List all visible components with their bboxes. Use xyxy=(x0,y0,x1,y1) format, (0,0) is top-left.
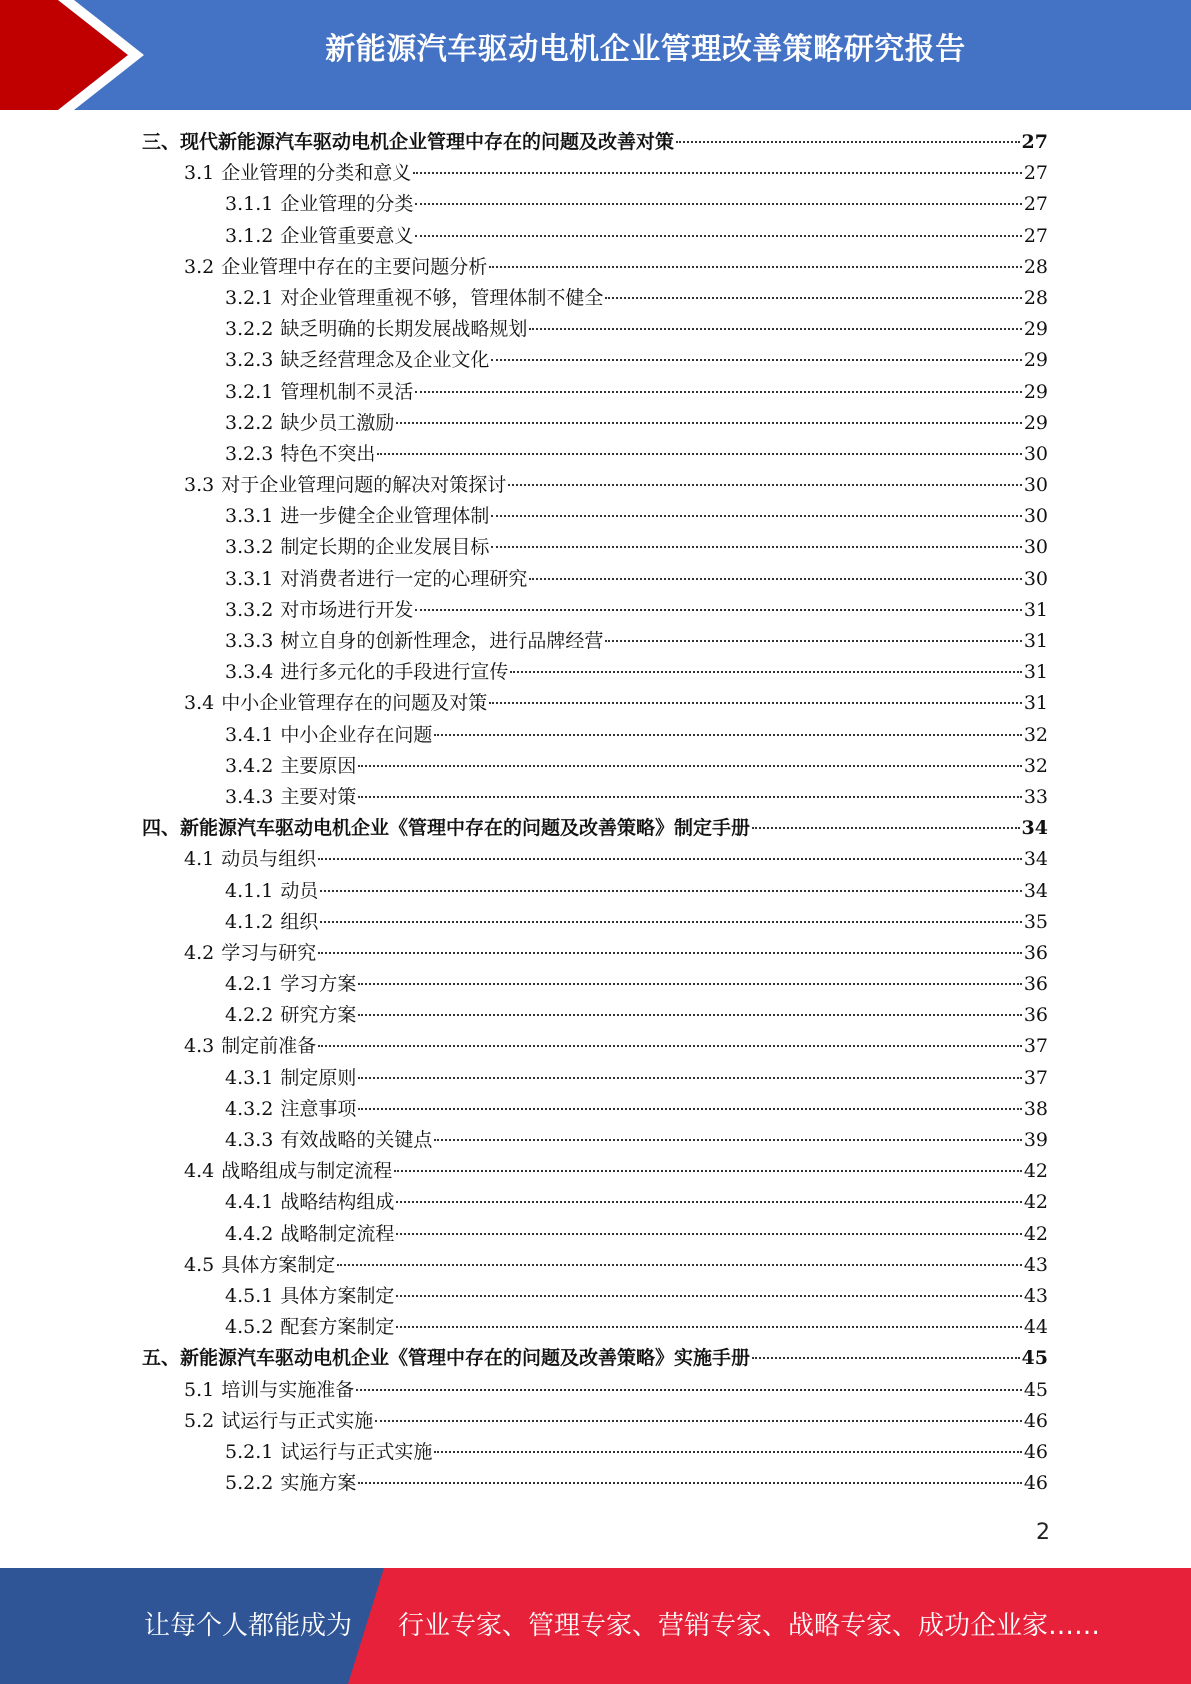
toc-entry-page: 44 xyxy=(1023,1316,1048,1339)
toc-entry[interactable] xyxy=(142,938,1048,969)
toc-entry-label xyxy=(184,1031,316,1062)
toc-entry-page: 35 xyxy=(1023,910,1048,933)
toc-dot-leader xyxy=(358,1108,1021,1110)
toc-dot-leader xyxy=(320,890,1021,892)
toc-entry-page: 34 xyxy=(1023,848,1048,871)
toc-entry-label xyxy=(225,720,432,751)
toc-entry-number: 3.3 xyxy=(184,474,215,497)
toc-entry-number: 4.5.2 xyxy=(225,1316,274,1339)
toc-entry-title: 企业管理的分类和意义 xyxy=(221,162,412,185)
toc-entry-page: 46 xyxy=(1023,1472,1048,1495)
toc-entry[interactable] xyxy=(142,1187,1048,1218)
toc-entry-number: 3.4.3 xyxy=(225,785,274,808)
toc-entry-label xyxy=(184,1406,373,1437)
toc-entry-label xyxy=(225,314,527,345)
toc-entry[interactable] xyxy=(142,1156,1048,1187)
toc-entry-title: 企业管理的分类 xyxy=(280,193,414,216)
toc-dot-leader xyxy=(489,266,1022,268)
toc-entry-page: 46 xyxy=(1023,1440,1048,1463)
toc-entry-page: 45 xyxy=(1023,1378,1048,1401)
toc-entry-label xyxy=(225,501,489,532)
toc-entry-title: 企业管理中存在的主要问题分析 xyxy=(221,255,488,278)
toc-entry-title: 战略结构组成 xyxy=(280,1191,395,1214)
toc-dot-leader xyxy=(529,578,1021,580)
toc-entry-page: 30 xyxy=(1023,442,1048,465)
toc-entry[interactable] xyxy=(142,1281,1048,1312)
toc-entry-number: 3.3.4 xyxy=(225,661,274,684)
toc-entry-page: 34 xyxy=(1021,817,1048,840)
toc-entry-title: 进行多元化的手段进行宣传 xyxy=(280,661,509,684)
toc-entry-label xyxy=(225,1125,432,1156)
toc-dot-leader xyxy=(358,983,1021,985)
toc-entry-page: 29 xyxy=(1023,349,1048,372)
toc-entry-number: 3.2.1 xyxy=(225,380,274,403)
toc-entry[interactable] xyxy=(142,127,1048,158)
toc-dot-leader xyxy=(415,609,1021,611)
toc-entry-number: 4.1 xyxy=(184,848,215,871)
toc-entry-title: 特色不突出 xyxy=(280,442,376,465)
toc-entry-number: 3.1.2 xyxy=(225,224,274,247)
toc-entry-page: 30 xyxy=(1023,474,1048,497)
toc-entry[interactable] xyxy=(142,813,1048,844)
toc-entry-title: 对于企业管理问题的解决对策探讨 xyxy=(221,474,507,497)
toc-dot-leader xyxy=(529,328,1021,330)
toc-entry-title: 学习方案 xyxy=(280,973,357,996)
toc-entry[interactable] xyxy=(142,1343,1048,1374)
toc-entry-label xyxy=(225,1094,356,1125)
toc-entry-title: 培训与实施准备 xyxy=(221,1378,355,1401)
toc-dot-leader xyxy=(358,765,1021,767)
toc-entry-page: 42 xyxy=(1023,1191,1048,1214)
toc-entry-number: 4.2.1 xyxy=(225,973,274,996)
toc-entry-title: 新能源汽车驱动电机企业《管理中存在的问题及改善策略》制定手册 xyxy=(180,817,751,840)
toc-dot-leader xyxy=(358,1482,1021,1484)
toc-dot-leader xyxy=(491,515,1021,517)
toc-entry-label xyxy=(225,564,527,595)
toc-entry[interactable] xyxy=(142,1063,1048,1094)
toc-entry-label xyxy=(225,876,318,907)
toc-entry-page: 28 xyxy=(1023,286,1048,309)
toc-dot-leader xyxy=(318,1045,1022,1047)
toc-dot-leader xyxy=(415,391,1021,393)
toc-entry-page: 31 xyxy=(1023,661,1048,684)
toc-entry-label xyxy=(225,595,413,626)
toc-entry-number: 4.3.2 xyxy=(225,1097,274,1120)
toc-entry-title: 组织 xyxy=(280,910,319,933)
toc-dot-leader xyxy=(396,422,1021,424)
toc-entry-number: 3.3.2 xyxy=(225,536,274,559)
toc-entry-title: 动员与组织 xyxy=(221,848,317,871)
toc-entry[interactable] xyxy=(142,907,1048,938)
toc-entry-label xyxy=(225,1063,356,1094)
footer-slogan-left: 让每个人都能成为 xyxy=(144,1611,353,1641)
toc-dot-leader xyxy=(396,1295,1021,1297)
toc-dot-leader xyxy=(320,921,1021,923)
toc-entry[interactable] xyxy=(142,1437,1048,1468)
toc-entry[interactable] xyxy=(142,1406,1048,1437)
toc-entry-title: 管理机制不灵活 xyxy=(280,380,414,403)
toc-entry-title: 中小企业存在问题 xyxy=(280,723,433,746)
toc-entry-page: 29 xyxy=(1023,318,1048,341)
toc-entry-page: 27 xyxy=(1021,131,1048,153)
footer-banner xyxy=(0,1568,1191,1684)
toc-entry-title: 制定前准备 xyxy=(221,1035,317,1058)
toc-entry-title: 有效战略的关键点 xyxy=(280,1129,433,1151)
header-arrow-icon xyxy=(0,0,160,110)
toc-entry-title: 配套方案制定 xyxy=(280,1316,395,1339)
toc-dot-leader xyxy=(396,1233,1021,1235)
toc-entry-page: 27 xyxy=(1023,162,1048,185)
toc-entry-label xyxy=(225,1312,394,1343)
toc-entry-title: 中小企业管理存在的问题及对策 xyxy=(221,692,488,715)
toc-dot-leader xyxy=(434,734,1021,736)
toc-entry-title: 对消费者进行一定的心理研究 xyxy=(280,567,528,590)
toc-entry[interactable] xyxy=(142,189,1048,220)
toc-entry-number: 5.2.2 xyxy=(225,1472,274,1495)
toc-entry-title: 制定长期的企业发展目标 xyxy=(280,536,490,559)
toc-entry-number: 4.1.2 xyxy=(225,910,274,933)
toc-dot-leader xyxy=(676,141,1020,143)
toc-entry-title: 企业管重要意义 xyxy=(280,224,414,247)
toc-entry-title: 具体方案制定 xyxy=(280,1284,395,1307)
toc-dot-leader xyxy=(318,952,1022,954)
toc-entry-title: 进一步健全企业管理体制 xyxy=(280,505,490,528)
toc-entry-number: 4.3.3 xyxy=(225,1129,274,1151)
toc-entry-number: 5.2.1 xyxy=(225,1440,274,1463)
toc-entry-number: 4.4.2 xyxy=(225,1222,274,1245)
toc-entry-label xyxy=(184,938,316,969)
toc-entry-number: 3.3.1 xyxy=(225,567,274,590)
toc-entry-page: 32 xyxy=(1023,754,1048,777)
toc-entry-number: 3.1 xyxy=(184,162,215,185)
toc-entry[interactable] xyxy=(142,688,1048,719)
toc-entry-title: 制定原则 xyxy=(280,1066,357,1089)
toc-entry[interactable] xyxy=(142,564,1048,595)
toc-entry-title: 试运行与正式实施 xyxy=(280,1440,433,1463)
toc-dot-leader xyxy=(337,1264,1022,1266)
toc-entry-label xyxy=(142,1343,750,1374)
toc-entry[interactable] xyxy=(142,876,1048,907)
toc-entry[interactable] xyxy=(142,720,1048,751)
toc-entry-label xyxy=(225,1219,394,1250)
toc-entry-title: 对企业管理重视不够，管理体制不健全 xyxy=(280,286,604,309)
toc-entry-title: 新能源汽车驱动电机企业《管理中存在的问题及改善策略》实施手册 xyxy=(180,1347,751,1370)
toc-dot-leader xyxy=(356,1389,1022,1391)
toc-dot-leader xyxy=(605,297,1021,299)
toc-entry-page: 42 xyxy=(1023,1222,1048,1245)
toc-entry[interactable] xyxy=(142,345,1048,376)
toc-entry-page: 37 xyxy=(1023,1035,1048,1058)
toc-entry[interactable] xyxy=(142,782,1048,813)
toc-dot-leader xyxy=(318,858,1022,860)
toc-entry-page: 28 xyxy=(1023,255,1048,278)
toc-entry[interactable] xyxy=(142,751,1048,782)
toc-entry[interactable] xyxy=(142,595,1048,626)
toc-entry-title: 树立自身的创新性理念，进行品牌经营 xyxy=(280,630,604,652)
header-title: 新能源汽车驱动电机企业管理改善策略研究报告 xyxy=(325,32,966,67)
toc-entry-number: 3.3.1 xyxy=(225,505,274,528)
toc-entry-title: 缺乏明确的长期发展战略规划 xyxy=(280,318,528,341)
toc-entry-number: 3.2.3 xyxy=(225,349,274,372)
toc-entry-title: 实施方案 xyxy=(280,1472,357,1495)
toc-entry-label xyxy=(184,1375,354,1406)
toc-entry-label xyxy=(142,127,674,158)
header-banner xyxy=(0,0,1191,110)
toc-dot-leader xyxy=(413,172,1022,174)
toc-entry[interactable] xyxy=(142,408,1048,439)
toc-dot-leader xyxy=(489,702,1022,704)
toc-entry-label xyxy=(225,532,489,563)
toc-entry[interactable] xyxy=(142,1219,1048,1250)
toc-entry-label xyxy=(184,1156,392,1187)
toc-dot-leader xyxy=(434,1139,1021,1141)
toc-entry-page: 39 xyxy=(1023,1129,1048,1151)
toc-entry-title: 缺乏经营理念及企业文化 xyxy=(280,349,490,372)
toc-entry-number: 4.3.1 xyxy=(225,1066,274,1089)
toc-entry[interactable] xyxy=(142,252,1048,283)
toc-entry[interactable] xyxy=(142,657,1048,688)
toc-entry-label xyxy=(225,907,318,938)
toc-entry-label xyxy=(225,1437,432,1468)
toc-entry[interactable] xyxy=(142,470,1048,501)
toc-entry[interactable] xyxy=(142,1125,1048,1156)
toc-entry-title: 现代新能源汽车驱动电机企业管理中存在的问题及改善对策 xyxy=(180,131,675,153)
toc-entry-label xyxy=(225,408,394,439)
toc-entry-label xyxy=(184,158,411,189)
toc-entry-page: 43 xyxy=(1023,1284,1048,1307)
toc-entry-number: 5.1 xyxy=(184,1378,215,1401)
toc-entry-page: 36 xyxy=(1023,941,1048,964)
toc-dot-leader xyxy=(396,1201,1021,1203)
toc-entry-page: 31 xyxy=(1023,692,1048,715)
toc-entry-label xyxy=(225,657,508,688)
toc-entry-title: 具体方案制定 xyxy=(221,1253,336,1276)
toc-entry-title: 动员 xyxy=(280,879,319,902)
toc-dot-leader xyxy=(396,1326,1021,1328)
toc-entry-number: 3.2 xyxy=(184,255,215,278)
toc-entry-label xyxy=(225,345,489,376)
toc-entry-number: 3.2.3 xyxy=(225,442,274,465)
toc-entry-number: 4.2 xyxy=(184,941,215,964)
toc-entry-label xyxy=(225,1468,356,1499)
toc-entry-page: 37 xyxy=(1023,1066,1048,1089)
toc-entry-title: 战略组成与制定流程 xyxy=(221,1160,393,1183)
toc-entry-number: 3.2.2 xyxy=(225,411,274,434)
toc-entry-number: 3.1.1 xyxy=(225,193,274,216)
toc-entry-page: 27 xyxy=(1023,193,1048,216)
toc-entry-title: 缺少员工激励 xyxy=(280,411,395,434)
toc-entry-number: 四、 xyxy=(142,817,181,840)
toc-entry-page: 31 xyxy=(1023,630,1048,652)
toc-entry-label xyxy=(225,782,356,813)
toc-entry-label xyxy=(225,626,603,657)
toc-entry-label xyxy=(184,844,316,875)
toc-entry-title: 学习与研究 xyxy=(221,941,317,964)
toc-entry-label xyxy=(225,189,413,220)
toc-entry-label xyxy=(225,1281,394,1312)
toc-dot-leader xyxy=(358,1077,1021,1079)
toc-entry-title: 研究方案 xyxy=(280,1004,357,1027)
toc-dot-leader xyxy=(752,1357,1020,1359)
toc-entry-title: 对市场进行开发 xyxy=(280,598,414,621)
toc-entry-page: 43 xyxy=(1023,1253,1048,1276)
toc-entry[interactable] xyxy=(142,158,1048,189)
toc-entry-page: 29 xyxy=(1023,380,1048,403)
toc-entry-number: 五、 xyxy=(142,1347,181,1370)
toc-entry-label xyxy=(184,252,487,283)
toc-entry-number: 4.5 xyxy=(184,1253,215,1276)
toc-entry-page: 42 xyxy=(1023,1160,1048,1183)
footer-slogan-right: 行业专家、管理专家、营销专家、战略专家、成功企业家…… xyxy=(398,1611,1101,1641)
toc-entry-page: 30 xyxy=(1023,505,1048,528)
toc-entry-page: 31 xyxy=(1023,598,1048,621)
toc-entry-title: 试运行与正式实施 xyxy=(221,1409,374,1432)
toc-entry-label xyxy=(142,813,750,844)
toc-entry-number: 4.1.1 xyxy=(225,879,274,902)
toc-dot-leader xyxy=(491,546,1021,548)
toc-dot-leader xyxy=(508,484,1022,486)
toc-entry[interactable] xyxy=(142,1468,1048,1499)
toc-entry[interactable] xyxy=(142,1000,1048,1031)
toc-dot-leader xyxy=(358,796,1021,798)
toc-entry-label xyxy=(225,1000,356,1031)
toc-entry-page: 38 xyxy=(1023,1097,1048,1120)
toc-dot-leader xyxy=(375,1420,1022,1422)
toc-entry[interactable] xyxy=(142,221,1048,252)
toc-dot-leader xyxy=(605,640,1021,642)
toc-entry[interactable] xyxy=(142,283,1048,314)
toc-entry-number: 3.3.2 xyxy=(225,598,274,621)
toc-entry-page: 27 xyxy=(1023,224,1048,247)
toc-dot-leader xyxy=(415,235,1021,237)
toc-entry-page: 36 xyxy=(1023,1004,1048,1027)
toc-entry[interactable] xyxy=(142,844,1048,875)
toc-entry[interactable] xyxy=(142,1031,1048,1062)
toc-entry-number: 3.3.3 xyxy=(225,630,274,652)
toc-entry[interactable] xyxy=(142,626,1048,657)
toc-entry-page: 36 xyxy=(1023,973,1048,996)
toc-entry-number: 三、 xyxy=(142,131,181,153)
toc-entry-number: 5.2 xyxy=(184,1409,215,1432)
toc-entry-title: 主要原因 xyxy=(280,754,357,777)
toc-entry-number: 3.2.2 xyxy=(225,318,274,341)
toc-entry-label xyxy=(225,969,356,1000)
toc-entry-page: 33 xyxy=(1023,785,1048,808)
toc-entry[interactable] xyxy=(142,1250,1048,1281)
toc-entry-label xyxy=(225,221,413,252)
toc-entry-page: 34 xyxy=(1023,879,1048,902)
toc-entry-number: 3.2.1 xyxy=(225,286,274,309)
toc-entry-number: 4.5.1 xyxy=(225,1284,274,1307)
toc-entry-label xyxy=(184,688,487,719)
toc-entry-label xyxy=(184,1250,335,1281)
toc-entry-page: 32 xyxy=(1023,723,1048,746)
toc-entry-page: 45 xyxy=(1021,1347,1048,1370)
toc-dot-leader xyxy=(491,359,1021,361)
toc-entry-label xyxy=(225,283,603,314)
toc-dot-leader xyxy=(415,203,1021,205)
toc-entry-number: 4.3 xyxy=(184,1035,215,1058)
toc-entry-page: 30 xyxy=(1023,567,1048,590)
toc-dot-leader xyxy=(377,453,1021,455)
toc-entry[interactable] xyxy=(142,439,1048,470)
toc-dot-leader xyxy=(434,1451,1021,1453)
toc-entry-label xyxy=(225,751,356,782)
toc-dot-leader xyxy=(510,671,1021,673)
table-of-contents xyxy=(142,127,1048,1499)
toc-entry-page: 46 xyxy=(1023,1409,1048,1432)
toc-entry[interactable] xyxy=(142,314,1048,345)
toc-entry[interactable] xyxy=(142,501,1048,532)
toc-entry-number: 4.2.2 xyxy=(225,1004,274,1027)
toc-entry[interactable] xyxy=(142,969,1048,1000)
toc-dot-leader xyxy=(394,1170,1022,1172)
toc-entry-title: 战略制定流程 xyxy=(280,1222,395,1245)
toc-entry-number: 4.4.1 xyxy=(225,1191,274,1214)
toc-entry-label xyxy=(184,470,506,501)
toc-dot-leader xyxy=(752,827,1020,829)
toc-entry-title: 注意事项 xyxy=(280,1097,357,1120)
toc-entry-number: 4.4 xyxy=(184,1160,215,1183)
toc-entry-number: 3.4 xyxy=(184,692,215,715)
toc-entry[interactable] xyxy=(142,1312,1048,1343)
toc-entry-page: 29 xyxy=(1023,411,1048,434)
toc-entry-title: 主要对策 xyxy=(280,785,357,808)
toc-entry-label xyxy=(225,1187,394,1218)
toc-entry[interactable] xyxy=(142,1375,1048,1406)
toc-dot-leader xyxy=(358,1014,1021,1016)
toc-entry-page: 30 xyxy=(1023,536,1048,559)
toc-entry[interactable] xyxy=(142,377,1048,408)
toc-entry[interactable] xyxy=(142,1094,1048,1125)
toc-entry-label xyxy=(225,439,375,470)
page-number: 2 xyxy=(1036,1520,1050,1545)
toc-entry-number: 3.4.2 xyxy=(225,754,274,777)
toc-entry-number: 3.4.1 xyxy=(225,723,274,746)
toc-entry[interactable] xyxy=(142,532,1048,563)
toc-entry-label xyxy=(225,377,413,408)
